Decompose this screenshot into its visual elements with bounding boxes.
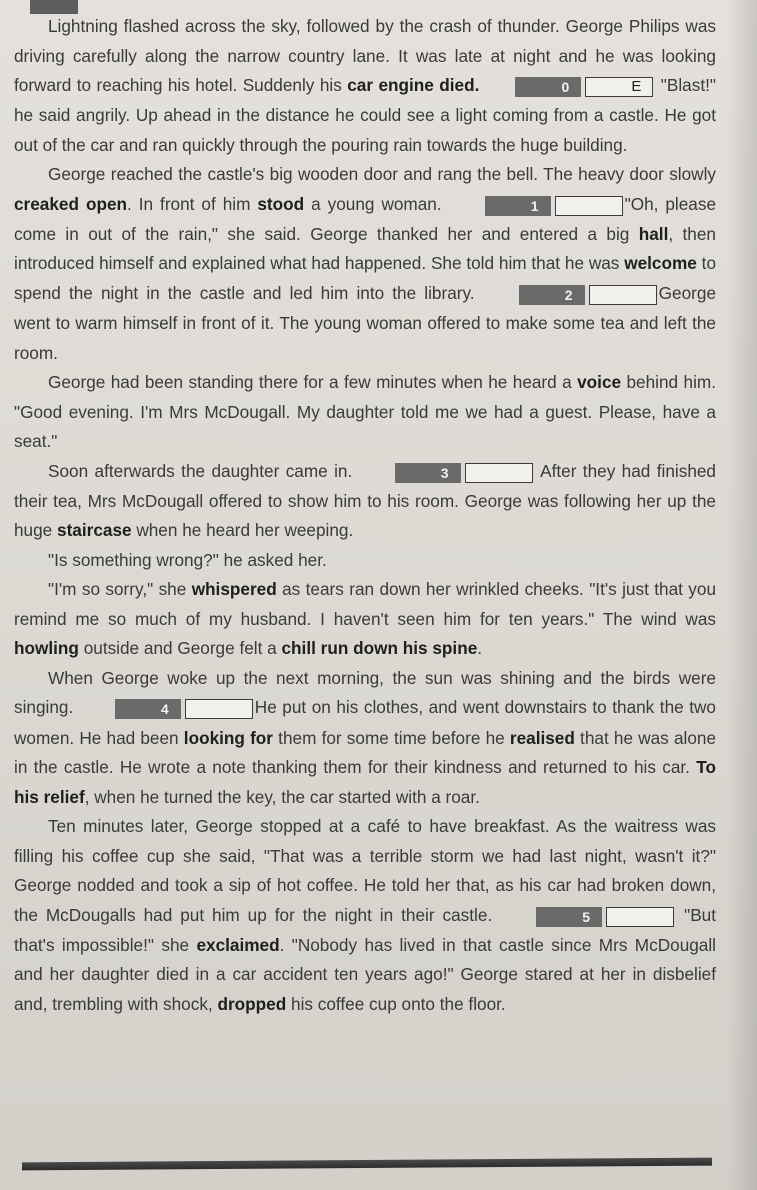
text-run: , then introduced himself and explained what had happened. She told him that he was [14,223,716,274]
answer-box[interactable] [606,907,674,927]
text-run: "Is something wrong?" he asked her. [48,549,327,570]
gap-number: 3 [395,463,461,483]
bold-phrase: looking for [183,727,273,748]
text-run: "But that's impossible!" she [14,904,716,955]
bold-phrase: staircase [57,520,132,541]
bold-phrase: realised [509,727,575,748]
story-paragraph [14,664,716,812]
text-run: . "Nobody has lived in that castle since Mrs McDougall and her daughter died in a car accident ten years ago!" George stared at her in disbelief and, trembling with shock, [14,934,717,1014]
bold-phrase: howling [14,638,79,659]
story-paragraph [14,812,716,1019]
answer-gap [451,190,623,220]
story-paragraph [14,12,716,160]
text-run: them for some time before he [273,727,510,748]
story-text [14,12,716,1019]
answer-gap [485,280,657,310]
text-run: After they had finished their tea, Mrs McDougall offered to show him to his room. George was following her up the huge [14,460,716,541]
story-paragraph [14,546,716,576]
answer-box[interactable] [589,285,657,305]
text-run: "Blast!" he said angrily. Up ahead in the distance he could see a light coming from a castle. He got out of the car and ran quickly through the pouring rain towards the huge building. [14,75,716,155]
text-run: When George woke up the next morning, the sun was shining and the birds were singing. [14,667,716,718]
text-run: outside and George felt a [78,638,282,659]
bold-phrase: car engine died. [347,75,480,95]
story-paragraph [14,457,716,546]
text-run: to spend the night in the castle and led him into the library. [14,253,716,303]
bold-phrase: whispered [191,579,277,600]
text-run: George had been standing there for a few minutes when he heard a [48,372,578,393]
story-paragraph [14,368,716,457]
bold-phrase: welcome [624,253,697,274]
text-run: behind him. "Good evening. I'm Mrs McDougall. My daughter told me we had a guest. Please, have a seat." [14,372,716,452]
answer-box[interactable]: E [585,77,653,97]
text-run: Lightning flashed across the sky, followed by the crash of thunder. George Philips was driving carefully along the narrow country lane. It was late at night and he was looking forward to reaching his hotel. Suddenly his [14,16,716,95]
bold-phrase: voice [577,372,622,393]
bottom-rule [22,1158,712,1171]
text-run: , when he turned the key, the car started with a roar. [84,786,480,807]
story-paragraph [14,575,716,664]
page-edge-shadow [727,0,757,1190]
text-run: "Oh, please come in out of the rain," she said. George thanked her and entered a big [14,193,717,244]
text-run: He put on his clothes, and went downstairs to thank the two women. He had been [14,697,716,748]
gap-number: 1 [485,196,551,216]
answer-box[interactable] [555,196,623,216]
gap-number: 5 [536,907,602,927]
answer-gap [481,72,653,102]
story-paragraph [14,160,716,368]
answer-box[interactable] [185,699,253,719]
text-run: George reached the castle's big wooden door and rang the bell. The heavy door slowly [48,164,716,185]
text-run: "I'm so sorry," she [48,579,192,600]
gap-number: 0 [515,77,581,97]
text-run: his coffee cup onto the floor. [286,993,506,1014]
bold-phrase: To his relief [14,757,716,807]
text-run: . [477,638,483,659]
bold-phrase: exclaimed [196,934,280,955]
gap-number: 2 [519,285,585,305]
text-run: as tears ran down her wrinkled cheeks. "It's just that you remind me so much of my husband. I haven't seen him for ten years." The wind was [14,579,717,629]
text-run: that he was alone in the castle. He wrote a note thanking them for their kindness and returned to his car. [14,727,717,778]
bold-phrase: creaked open [14,193,128,214]
bold-phrase: hall [638,223,669,244]
text-run: when he heard her weeping. [131,520,354,541]
answer-gap [361,457,533,487]
text-run: Soon afterwards the daughter came in. [48,460,359,481]
text-run: . In front of him [127,193,258,214]
answer-gap [502,901,674,931]
bold-phrase: chill run down his spine [281,638,478,659]
bold-phrase: stood [257,193,305,214]
answer-box[interactable] [465,463,533,483]
text-run: George went to warm himself in front of it. The young woman offered to make some tea and left the room. [14,282,716,363]
gap-number: 4 [115,699,181,719]
answer-gap [81,694,253,724]
text-run: Ten minutes later, George stopped at a café to have breakfast. As the waitress was filling his coffee cup she said, "That was a terrible storm we had last night, wasn't it?" George nodded and took a sip of hot coffee. He told her that, as his car had broken down, the McDougalls had put him up for the night in their castle. [14,816,716,925]
text-run: a young woman. [304,193,449,214]
bold-phrase: dropped [217,993,287,1014]
